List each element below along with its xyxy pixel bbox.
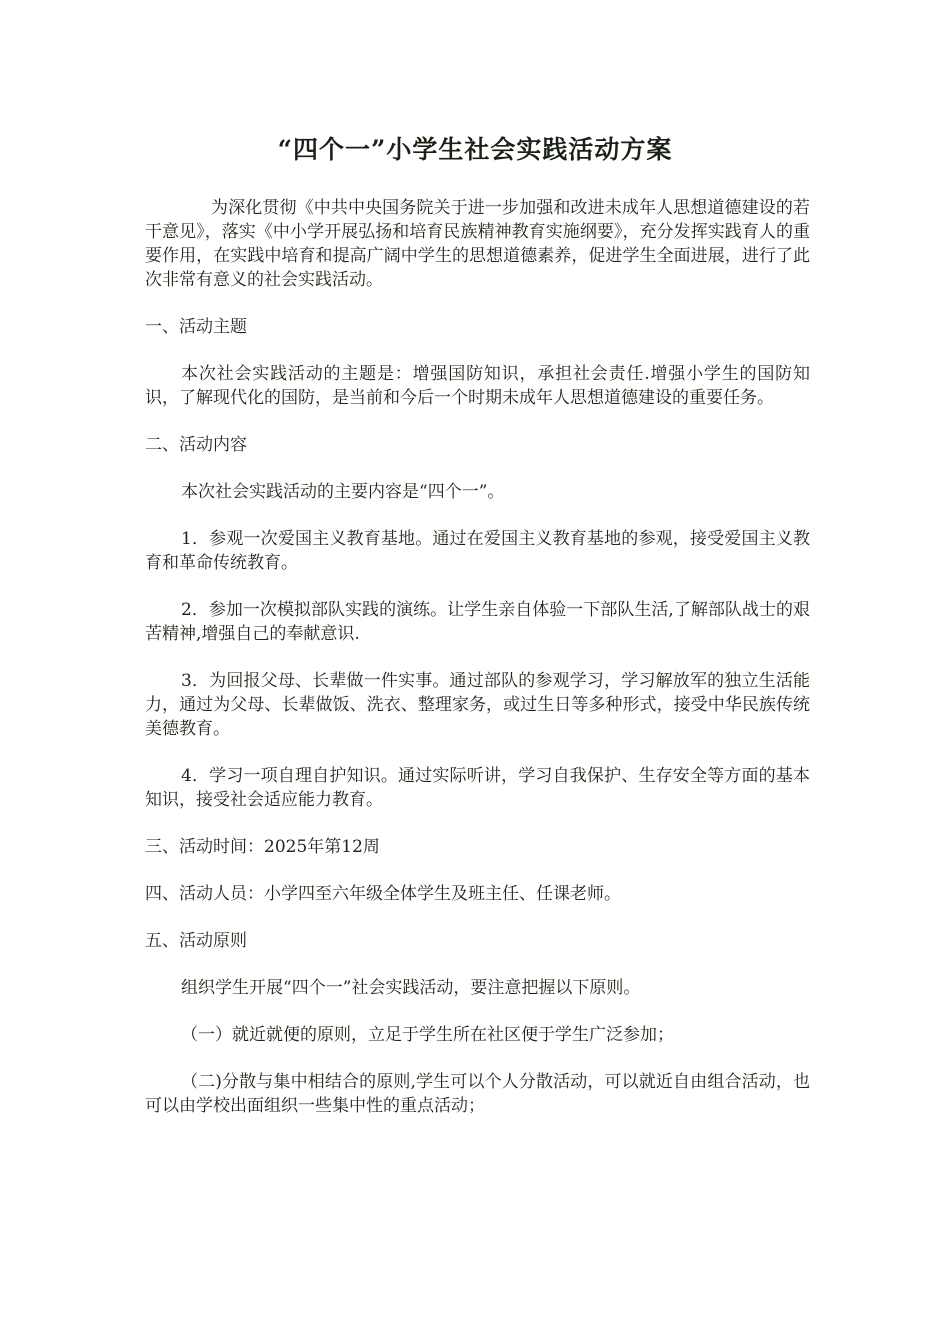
section-heading-participants: 四、活动人员：小学四至六年级全体学生及班主任、任课老师。	[145, 884, 621, 904]
section-heading-principles: 五、活动原则	[145, 931, 247, 951]
theme-paragraph: 本次社会实践活动的主题是：增强国防知识，承担社会责任.增强小学生的国防知识，了解现代化的国防，是当前和今后一个时期未成年人思想道德建设的重要任务。	[145, 364, 810, 408]
content-intro-paragraph: 本次社会实践活动的主要内容是“四个一”。	[181, 482, 505, 502]
document-body	[145, 196, 810, 1141]
principle-item-1: （一）就近就便的原则，立足于学生所在社区便于学生广泛参加；	[181, 1025, 674, 1045]
section-heading-theme: 一、活动主题	[145, 317, 247, 337]
section-heading-content: 二、活动内容	[145, 435, 247, 455]
section-heading-time: 三、活动时间：2025年第12周	[145, 837, 380, 857]
content-item-3: 3．为回报父母、长辈做一件实事。通过部队的参观学习，学习解放军的独立生活能力，通过为父母、长辈做饭、洗衣、整理家务，或过生日等多种形式，接受中华民族传统美德教育。	[145, 671, 810, 739]
document-title: “四个一”小学生社会实践活动方案	[277, 135, 673, 164]
content-item-2: 2．参加一次模拟部队实践的演练。让学生亲自体验一下部队生活,了解部队战士的艰苦精神,增强自己的奉献意识.	[145, 600, 810, 644]
principles-intro-paragraph: 组织学生开展“四个一”社会实践活动，要注意把握以下原则。	[181, 978, 641, 998]
intro-paragraph: 为深化贯彻《中共中央国务院关于进一步加强和改进未成年人思想道德建设的若干意见》，落实《中小学开展弘扬和培育民族精神教育实施纲要》，充分发挥实践育人的重要作用，在实践中培育和提高广阔中学生的思想道德素养，促进学生全面进展，进行了此次非常有意义的社会实践活动。	[145, 198, 810, 290]
content-item-1: 1．参观一次爱国主义教育基地。通过在爱国主义教育基地的参观，接受爱国主义教育和革命传统教育。	[145, 529, 810, 573]
principle-item-2: （二)分散与集中相结合的原则,学生可以个人分散活动，可以就近自由组合活动，也可以由学校出面组织一些集中性的重点活动；	[145, 1072, 810, 1116]
content-item-4: 4．学习一项自理自护知识。通过实际听讲，学习自我保护、生存安全等方面的基本知识，接受社会适应能力教育。	[145, 766, 810, 810]
